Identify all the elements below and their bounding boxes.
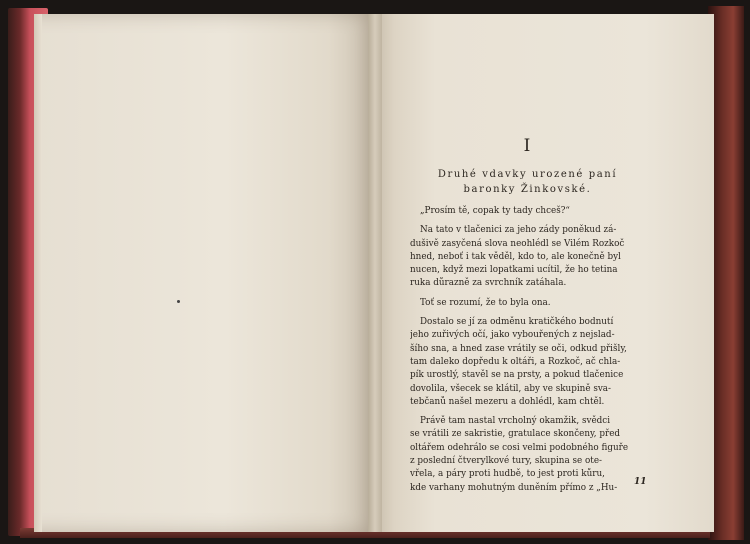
text-line: vřela, a páry proti hudbě, to jest proti kůru, [410,469,605,480]
chapter-body [410,205,646,495]
chapter-title-line: Druhé vdavky urozené paní [437,169,618,180]
text-line: Dostalo se jí za odměnu kratičkého bodnutí [420,317,614,328]
chapter-numeral: I [523,136,532,156]
text-line: kde varhany mohutným duněním přímo z „Hu- [410,482,618,493]
page-number: 11 [634,477,647,487]
text-line: Na tato v tlačenici za jeho zády poněkud zá- [420,225,617,236]
chapter-title [410,167,645,197]
text-line: Právě tam nastal vrcholný okamžik, svědci [420,416,611,427]
text-line: tebčanů našel mezeru a dohlédl, kam chtěl. [410,396,605,407]
left-page-blank [34,14,380,532]
text-line: pík urostlý, stavěl se na prsty, a pokud tlačenice [410,370,624,381]
text-line: se vrátili ze sakristie, gratulace skončeny, před [410,429,621,440]
text-line: dušivě zasyčená slova neohlédl se Vilém Rozkoč [410,238,625,249]
text-line: jeho zuřivých očí, jako vybouřených z nejslad- [410,330,615,341]
text-line: „Prosím tě, copak ty tady chceš?“ [420,206,570,216]
text-line: hned, neboť i tak věděl, kdo to, ale konečně byl [410,251,621,262]
text-line: z poslední čtverylkové tury, skupina se ote- [410,456,603,467]
chapter-title-line: baronky Žinkovské. [463,184,592,195]
ink-speck [177,300,180,303]
text-line: Toť se rozumí, že to byla ona. [420,297,551,308]
text-line: ruka důrazně za svrchník zatáhala. [410,278,567,289]
text-line: nucen, když mezi lopatkami ucítil, že ho tetina [410,265,618,276]
text-line: šího sna, a hned zase vrátily se oči, odkud přišly, [410,343,627,354]
text-line: dovolila, všecek se klátil, aby ve skupině sva- [410,383,612,394]
text-line: tam daleko dopředu k oltáři, a Rozkoč, ač chla- [410,356,621,367]
book-gutter [368,14,382,532]
left-page-edge [34,14,42,532]
text-line: oltářem odehrálo se cosi velmi podobného figuře [410,442,629,453]
